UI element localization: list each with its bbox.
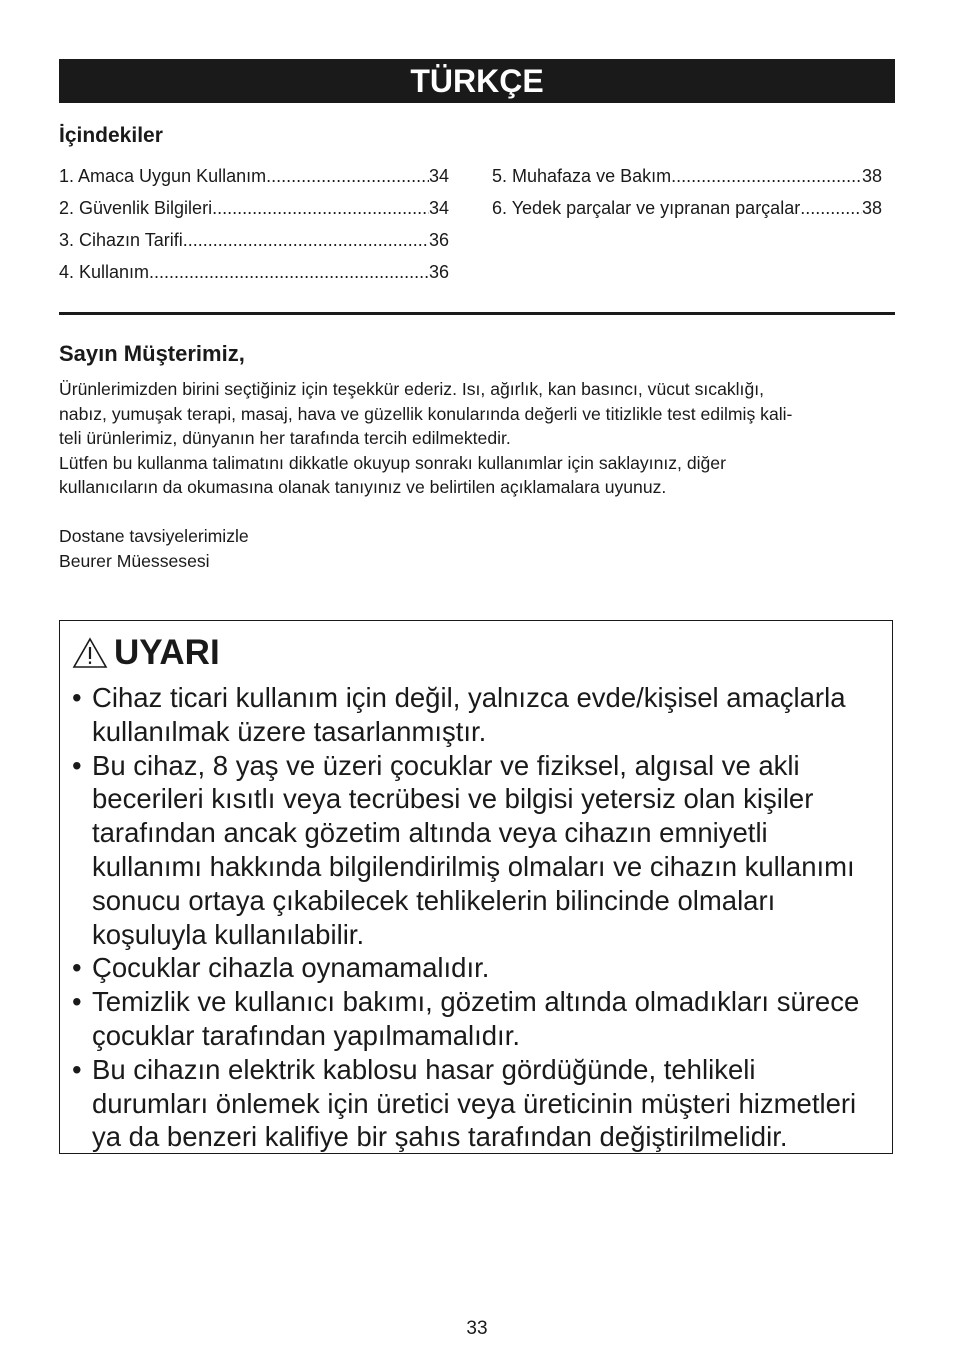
- toc-title: İçindekiler: [59, 124, 163, 147]
- intro-line: Lütfen bu kullanma talimatını dikkatle okuyup sonrakı kullanımlar için saklayınız, diğer: [59, 452, 726, 473]
- toc-item[interactable]: [59, 156, 449, 188]
- warning-line: becerileri kısıtlı veya tecrübesi ve bilgisi yetersiz olan kişiler: [92, 783, 814, 815]
- bullet: •: [72, 986, 82, 1018]
- warning-line: Bu cihazın elektrik kablosu hasar gördüğünde, tehlikeli: [92, 1053, 756, 1085]
- warning-line: kullanımı hakkında bilgilendirilmiş olmaları ve cihazın kullanımı: [92, 850, 855, 882]
- intro-line: Ürünlerimizden birini seçtiğiniz için teşekkür ederiz. Isı, ağırlık, kan basıncı, vücut sıcaklığı,: [59, 379, 765, 399]
- toc-leader: [800, 196, 862, 220]
- warning-item: [72, 1053, 887, 1154]
- warning-line: koşuluyla kullanılabilir.: [92, 918, 365, 950]
- greeting-title: Sayın Müşterimiz,: [59, 341, 245, 366]
- warning-item: [72, 985, 887, 1053]
- intro-line: teli ürünlerimiz, dünyanın her tarafında tercih edilmektedir.: [59, 428, 511, 449]
- language-header: [59, 59, 895, 103]
- closing-line: Dostane tavsiyelerimizle: [59, 526, 249, 546]
- toc-leader: [671, 164, 862, 188]
- toc-item[interactable]: [59, 220, 449, 252]
- warning-heading: [72, 633, 220, 673]
- intro-line: kullanıcıların da okumasına olanak tanıyınız ve belirtilen açıklamalara uyunuz.: [59, 477, 667, 498]
- warning-list: [72, 681, 887, 1154]
- intro-line: nabız, yumuşak terapi, masaj, hava ve güzellik konularında değerli ve titizlikle test edilmiş kali-: [59, 403, 793, 424]
- toc-leader: [266, 164, 429, 188]
- toc-column-right: [492, 156, 882, 220]
- toc-item[interactable]: [59, 188, 449, 220]
- toc-item-label: 4. Kullanım: [59, 262, 150, 282]
- warning-line: tarafından ancak gözetim altında veya cihazın emniyetli: [92, 817, 768, 849]
- toc-item[interactable]: [492, 156, 882, 188]
- page-number: 33: [466, 1318, 488, 1339]
- bullet: •: [72, 682, 82, 713]
- warning-line: sonucu ortaya çıkabilecek tehlikelerin bilincinde olmaları: [92, 884, 776, 916]
- toc-item-page: 36: [428, 230, 449, 250]
- toc-item-page: 34: [428, 166, 449, 186]
- closing-line: Beurer Müessesesi: [59, 550, 210, 571]
- warning-box: [59, 620, 893, 1154]
- toc-leader: [149, 260, 429, 284]
- warning-item: [72, 951, 887, 985]
- warning-line: durumları önlemek için üretici veya üreticinin müşteri hizmetleri: [92, 1087, 857, 1119]
- toc-column-left: [59, 156, 449, 284]
- toc-item[interactable]: [492, 188, 882, 220]
- warning-line: Çocuklar cihazla oynamamalıdır.: [92, 952, 490, 984]
- warning-triangle-icon: [72, 637, 108, 669]
- toc-item-page: 34: [428, 198, 449, 218]
- toc-item[interactable]: [59, 252, 449, 284]
- toc-item-page: 38: [861, 198, 882, 218]
- toc-item-page: 36: [428, 262, 449, 282]
- toc-item-page: 38: [861, 166, 882, 186]
- bullet: •: [72, 952, 82, 984]
- language-title: TÜRKÇE: [410, 62, 544, 99]
- toc-item-label: 1. Amaca Uygun Kullanım: [59, 166, 267, 186]
- toc-leader: [212, 196, 429, 220]
- bullet: •: [72, 749, 82, 781]
- section-divider: [59, 312, 895, 315]
- warning-item: [72, 749, 887, 952]
- warning-line: çocuklar tarafından yapılmamalıdır.: [92, 1019, 520, 1051]
- warning-title: UYARI: [114, 633, 220, 672]
- warning-line: Cihaz ticari kullanım için değil, yalnızca evde/kişisel amaçlarla: [92, 682, 846, 713]
- warning-line: ya da benzeri kalifiye bir şahıs tarafından değiştirilmelidir.: [92, 1121, 788, 1153]
- toc-leader: [183, 228, 429, 252]
- bullet: •: [72, 1053, 82, 1085]
- toc-item-label: 6. Yedek parçalar ve yıpranan parçalar: [492, 198, 801, 218]
- warning-item: [72, 681, 887, 749]
- warning-line: Temizlik ve kullanıcı bakımı, gözetim altında olmadıkları sürece: [92, 986, 860, 1018]
- intro-paragraph: [59, 377, 895, 500]
- warning-line: Bu cihaz, 8 yaş ve üzeri çocuklar ve fiziksel, algısal ve akli: [92, 749, 800, 781]
- warning-line: kullanılmak üzere tasarlanmıştır.: [92, 715, 487, 747]
- toc-item-label: 3. Cihazın Tarifi: [59, 230, 183, 250]
- closing-signature: [59, 524, 249, 573]
- toc-item-label: 2. Güvenlik Bilgileri: [59, 198, 213, 218]
- toc-item-label: 5. Muhafaza ve Bakım: [492, 166, 672, 186]
